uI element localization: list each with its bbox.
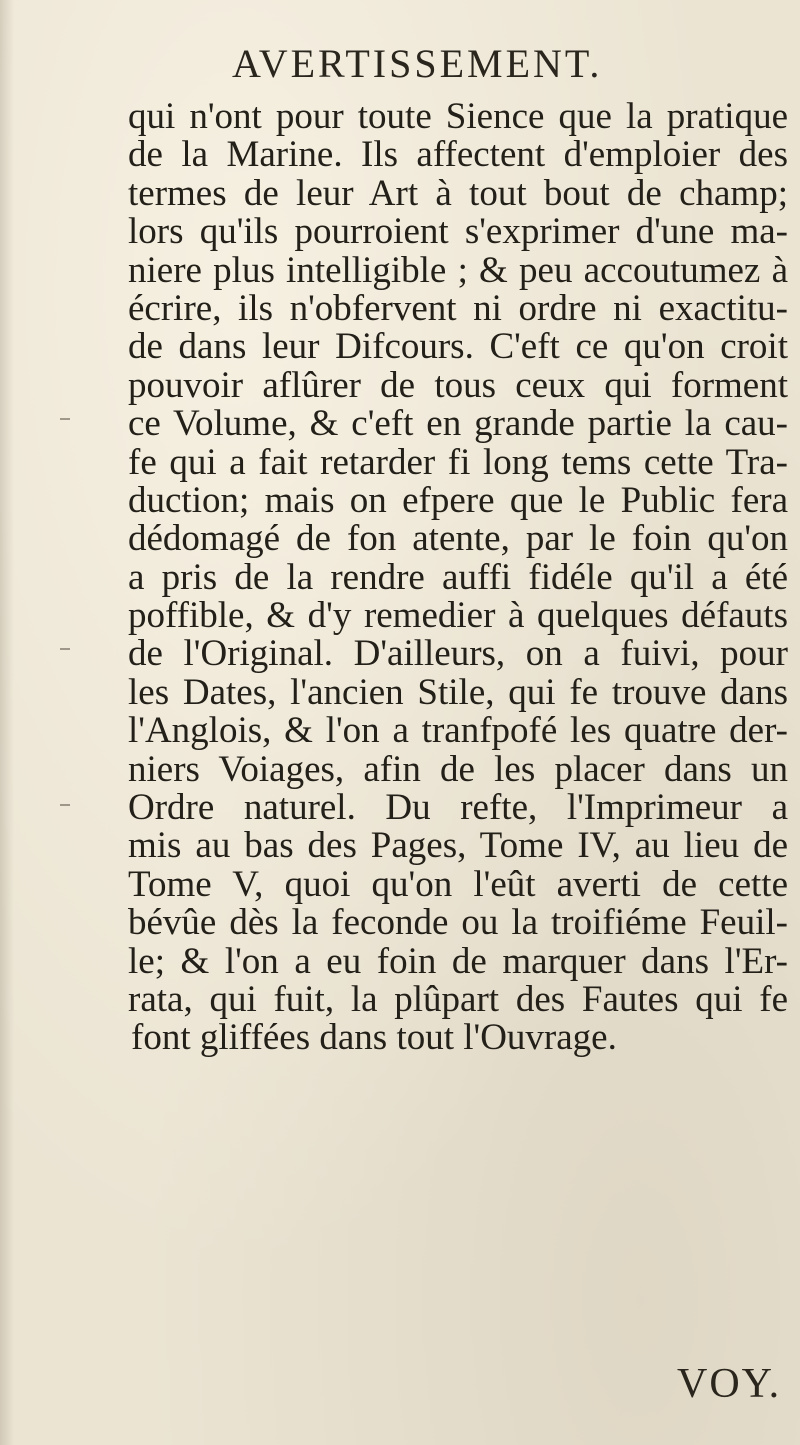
text-line: Tome V, quoi qu'on l'eût averti de cette (128, 865, 788, 905)
text-line: l'Anglois, & l'on a tranfpofé les quatre der- (128, 712, 788, 751)
text-line: fe qui a fait retarder fi long tems cette Tra- (128, 443, 788, 482)
text-line: qui n'ont pour toute Sience que la pratique (128, 98, 788, 137)
margin-mark (60, 648, 70, 650)
text-line: le; & l'on a eu foin de marquer dans l'Er- (128, 942, 788, 981)
text-line: ce Volume, & c'eft en grande partie la cau- (128, 405, 788, 444)
text-line: Ordre naturel. Du refte, l'Imprimeur a (128, 789, 788, 828)
text-line-last: font gliffées dans tout l'Ouvrage. (131, 1019, 617, 1058)
text-line: de dans leur Difcours. C'eft ce qu'on croit (128, 328, 788, 367)
text-line: les Dates, l'ancien Stile, qui fe trouve dans (128, 673, 788, 713)
text-line: duction; mais on efpere que le Public fera (128, 481, 788, 521)
text-line: bévûe dès la feconde ou la troifiéme Feuil- (128, 904, 788, 943)
body-text (128, 98, 788, 1058)
text-line: pouvoir aflûrer de tous ceux qui forment (128, 366, 788, 406)
text-line: poffible, & d'y remedier à quelques défauts (128, 597, 788, 636)
text-line: niers Voiages, afin de les placer dans un (128, 750, 788, 790)
text-line: lors qu'ils pourroient s'exprimer d'une ma- (128, 213, 788, 252)
text-line: de la Marine. Ils affectent d'emploier des (128, 136, 788, 175)
text-line: dédomagé de fon atente, par le foin qu'on (128, 520, 788, 559)
catchword: VOY. (677, 1361, 782, 1407)
text-line: termes de leur Art à tout bout de champ; (128, 174, 788, 214)
text-line: de l'Original. D'ailleurs, on a fuivi, pour (128, 635, 788, 674)
gutter-shadow (0, 0, 14, 1445)
text-line: mis au bas des Pages, Tome IV, au lieu de (128, 827, 788, 866)
text-line: a pris de la rendre auffi fidéle qu'il a été (128, 558, 788, 598)
margin-mark (60, 418, 70, 420)
text-line: niere plus intelligible ; & peu accoutumez à (128, 251, 788, 290)
text-line: rata, qui fuit, la plûpart des Fautes qui fe (128, 980, 788, 1020)
margin-mark (60, 804, 70, 806)
text-line: écrire, ils n'obfervent ni ordre ni exactitu- (128, 289, 788, 329)
running-head: AVERTISSEMENT. (232, 41, 603, 86)
